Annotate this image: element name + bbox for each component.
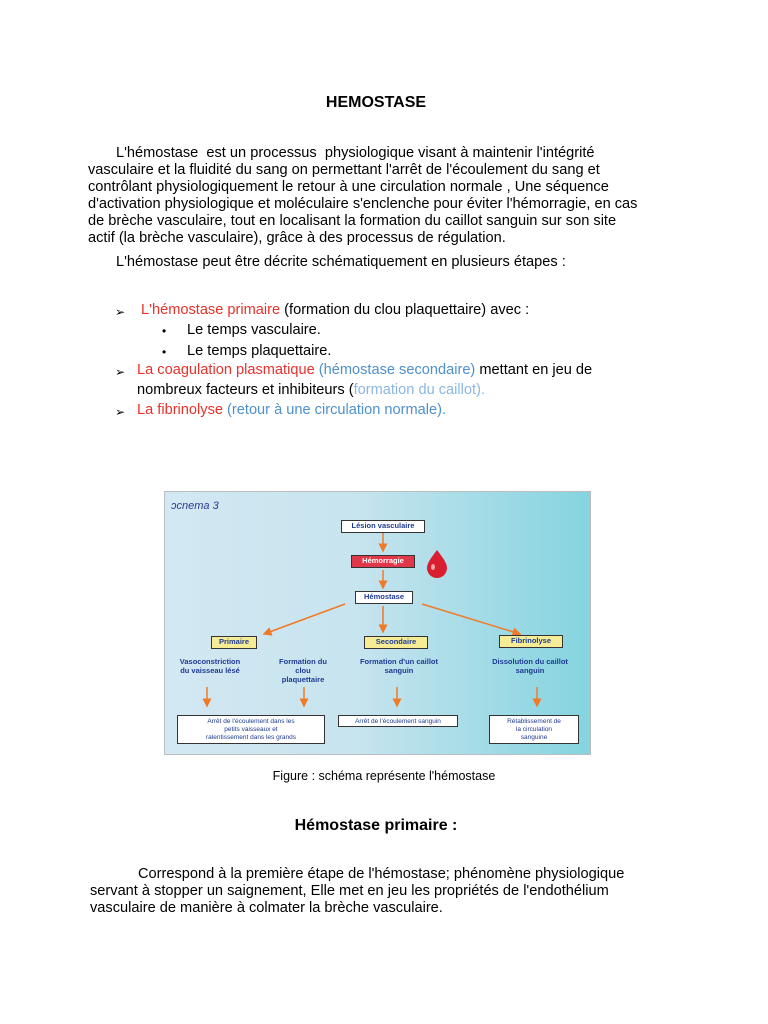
- box-primaire: Primaire: [211, 636, 257, 649]
- blood-drop-icon: [427, 550, 447, 578]
- dot-bullet-icon: •: [162, 345, 167, 359]
- sub-bullet-vascular: Le temps vasculaire.: [187, 322, 321, 338]
- dot-bullet-icon: •: [162, 324, 167, 338]
- arrow-to-fibrinolyse: [422, 604, 520, 634]
- blood-drop-highlight: [431, 564, 435, 570]
- figure-caption: Figure : schéma représente l'hémostase: [272, 769, 496, 783]
- section2-line: vasculaire de manière à colmater la brèche vasculaire.: [90, 900, 443, 916]
- intro-line: L'hémostase est un processus physiologique visant à maintenir l'intégrité: [116, 145, 595, 161]
- bullet-coagulation-line2: [137, 382, 485, 399]
- bullet-primary-highlight: L'hémostase primaire: [137, 302, 281, 318]
- text-caillot: Formation d'un caillot sanguin: [359, 657, 439, 675]
- text-clou: Formation du clou plaquettaire: [279, 657, 327, 684]
- arrow-to-primaire: [264, 604, 345, 634]
- box-result-fibrinolysis: Rétablissement de la circulation sanguine: [489, 715, 579, 744]
- bullet-coagulation-line2-start: nombreux facteurs et inhibiteurs (: [137, 382, 354, 398]
- bullet-coagulation-highlight: La coagulation plasmatique: [137, 362, 315, 378]
- section-title: Hémostase primaire :: [294, 817, 458, 834]
- bullet-fibrinolysis: [137, 402, 446, 419]
- box-secondaire: Secondaire: [364, 636, 428, 649]
- page-title: HEMOSTASE: [325, 94, 427, 111]
- box-fibrinolyse: Fibrinolyse: [499, 635, 563, 648]
- box-hemostase: Hémostase: [355, 591, 413, 604]
- section2-line: Correspond à la première étape de l'hémostase; phénomène physiologique: [138, 866, 625, 882]
- intro-line: d'activation physiologique et moléculaire s'enclenche pour éviter l'hémorragie, en cas: [88, 196, 638, 212]
- bullet-fibrinolysis-blue: (retour à une circulation normale).: [223, 402, 447, 418]
- bullet-primary-rest: (formation du clou plaquettaire) avec :: [280, 302, 530, 318]
- text-dissolution: Dissolution du caillot sanguin: [492, 657, 568, 675]
- intro-paragraph: [88, 145, 688, 162]
- bullet-coagulation-line2-blue: formation du caillot).: [353, 382, 485, 398]
- box-result-primary: Arrêt de l'écoulement dans les petits vaisseaux et ralentissement dans les grands: [177, 715, 325, 744]
- arrow-bullet-icon: ➢: [115, 305, 126, 319]
- bullet-primary: [137, 302, 529, 319]
- steps-intro: L'hémostase peut être décrite schématiquement en plusieurs étapes :: [116, 254, 566, 270]
- intro-line: vasculaire et la fluidité du sang on permettant l'arrêt de l'écoulement du sang et: [88, 162, 600, 178]
- box-lesion: Lésion vasculaire: [341, 520, 425, 533]
- sub-bullet-platelet: Le temps plaquettaire.: [187, 343, 332, 359]
- bullet-coagulation: [137, 362, 592, 379]
- box-hemorragie: Hémorragie: [351, 555, 415, 568]
- bullet-coagulation-rest: mettant en jeu de: [475, 362, 593, 378]
- section2-line: servant à stopper un saignement, Elle met en jeu les propriétés de l'endothélium: [90, 883, 609, 899]
- intro-line: contrôlant physiologiquement le retour à une circulation normale , Une séquence: [88, 179, 609, 195]
- bullet-fibrinolysis-highlight: La fibrinolyse: [137, 402, 223, 418]
- box-result-secondary: Arrêt de l'écoulement sanguin: [338, 715, 458, 727]
- arrow-bullet-icon: ➢: [115, 365, 126, 379]
- hemostasis-diagram: [164, 491, 591, 755]
- figure-label: ɔcnema 3: [171, 500, 219, 512]
- bullet-coagulation-blue: (hémostase secondaire): [314, 362, 476, 378]
- text-vasoconstriction: Vasoconstriction du vaisseau lésé: [179, 657, 241, 675]
- intro-line: actif (la brèche vasculaire), grâce à des processus de régulation.: [88, 230, 506, 246]
- intro-line: de brèche vasculaire, tout en localisant la formation du caillot sanguin sur son site: [88, 213, 617, 229]
- arrow-bullet-icon: ➢: [115, 405, 126, 419]
